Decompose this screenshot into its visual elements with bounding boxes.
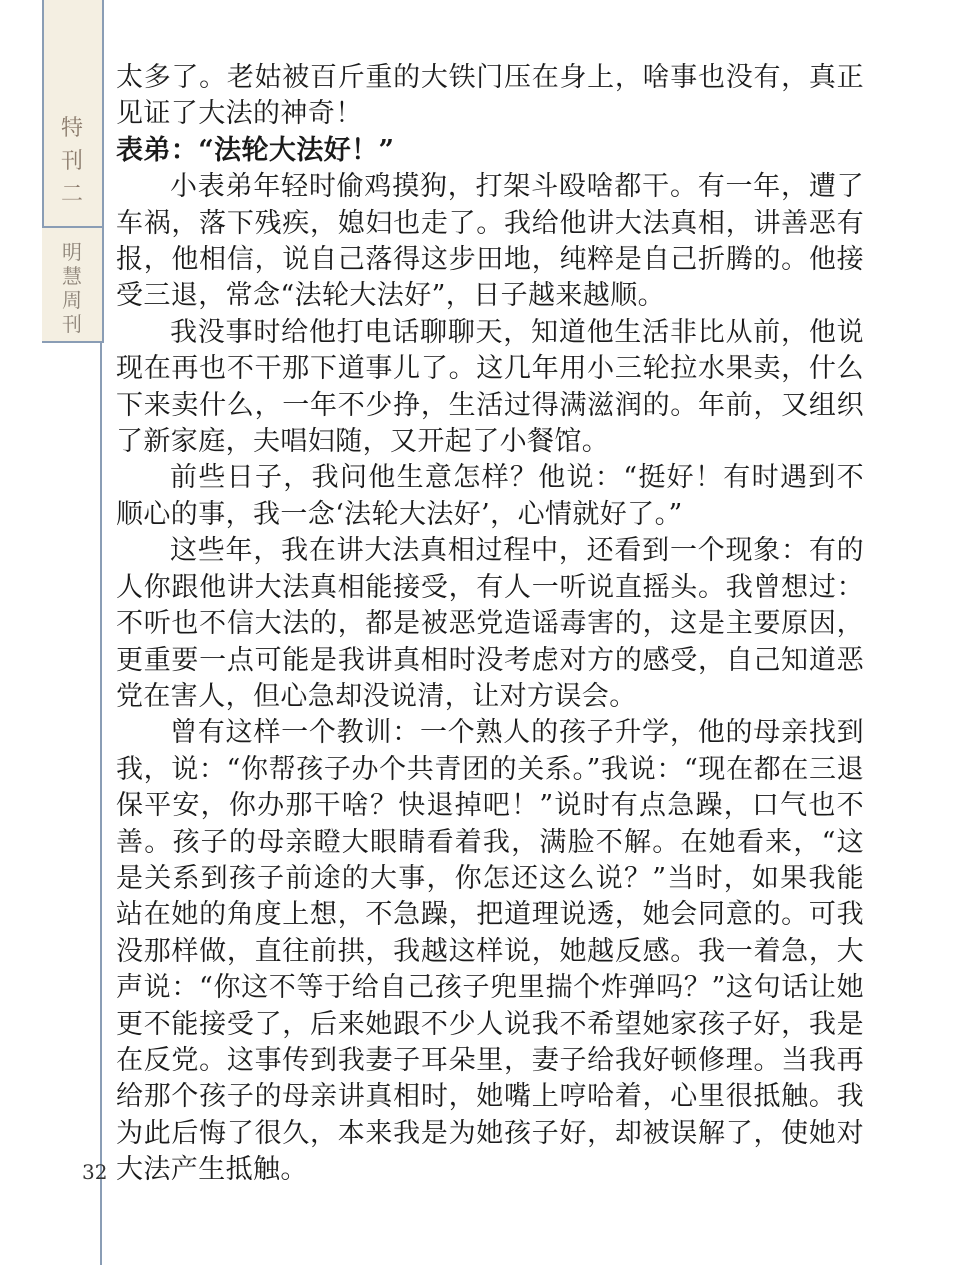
paragraph: 我没事时给他打电话聊聊天，知道他生活非比从前，他说现在再也不干那下道事儿了。这几年用小三轮拉水果卖，什么下来卖什么，一年不少挣，生活过得满滋润的。年前，又组织了新家庭，夫唱妇随，又开起了小餐馆。 <box>116 316 864 458</box>
paragraph: 前些日子，我问他生意怎样？他说：“挺好！有时遇到不顺心的事，我一念‘法轮大法好’，心情就好了。” <box>116 462 864 530</box>
tab-divider <box>42 226 102 228</box>
margin-tab <box>42 0 104 343</box>
tab-bottom-rule <box>42 341 102 343</box>
article-body <box>116 60 864 1189</box>
special-issue-char: 二 <box>60 182 83 207</box>
magazine-name-label <box>42 240 102 336</box>
paragraph: 太多了。老姑被百斤重的大铁门压在身上，啥事也没有，真正见证了大法的神奇！ <box>116 62 864 130</box>
special-issue-char: 刊 <box>60 149 83 174</box>
magazine-name-char: 慧 <box>62 264 82 288</box>
paragraph: 曾有这样一个教训：一个熟人的孩子升学，他的母亲找到我，说：“你帮孩子办个共青团的关系。”我说：“现在都在三退保平安，你办那干啥？快退掉吧！”说时有点急躁，口气也不善。孩子的母亲瞪大眼睛看着我，满脸不解。在她看来，“这是关系到孩子前途的大事，你怎还这么说？”当时，如果我能站在她的角度上想，不急躁，把道理说透，她会同意的。可我没那样做，直往前拱，我越这样说，她越反感。我一着急，大声说：“你这不等于给自己孩子兜里揣个炸弹吗？”这句话让她更不能接受了，后来她跟不少人说我不希望她家孩子好，我是在反党。这事传到我妻子耳朵里，妻子给我好顿修理。当我再给那个孩子的母亲讲真相时，她嘴上哼哈着，心里很抵触。我为此后悔了很久，本来我是为她孩子好，却被误解了，使她对大法产生抵触。 <box>116 717 864 1186</box>
magazine-name-char: 周 <box>62 288 82 312</box>
section-heading: 表弟：“法轮大法好！” <box>116 134 395 166</box>
page-margin-rule <box>100 343 102 1265</box>
magazine-name-char: 明 <box>62 240 82 264</box>
special-issue-label <box>42 112 102 211</box>
special-issue-char: 特 <box>60 116 83 141</box>
paragraph: 这些年，我在讲大法真相过程中，还看到一个现象：有的人你跟他讲大法真相能接受，有人一听说直摇头。我曾想过：不听也不信大法的，都是被恶党造谣毒害的，这是主要原因，更重要一点可能是我讲真相时没考虑对方的感受，自己知道恶党在害人，但心急却没说清，让对方误会。 <box>116 535 864 712</box>
magazine-name-char: 刊 <box>62 312 82 336</box>
paragraph: 小表弟年轻时偷鸡摸狗，打架斗殴啥都干。有一年，遭了车祸，落下残疾，媳妇也走了。我给他讲大法真相，讲善恶有报，他相信，说自己落得这步田地，纯粹是自己折腾的。他接受三退，常念“法轮大法好”，日子越来越顺。 <box>116 171 864 312</box>
page-number: 32 <box>82 1160 108 1184</box>
